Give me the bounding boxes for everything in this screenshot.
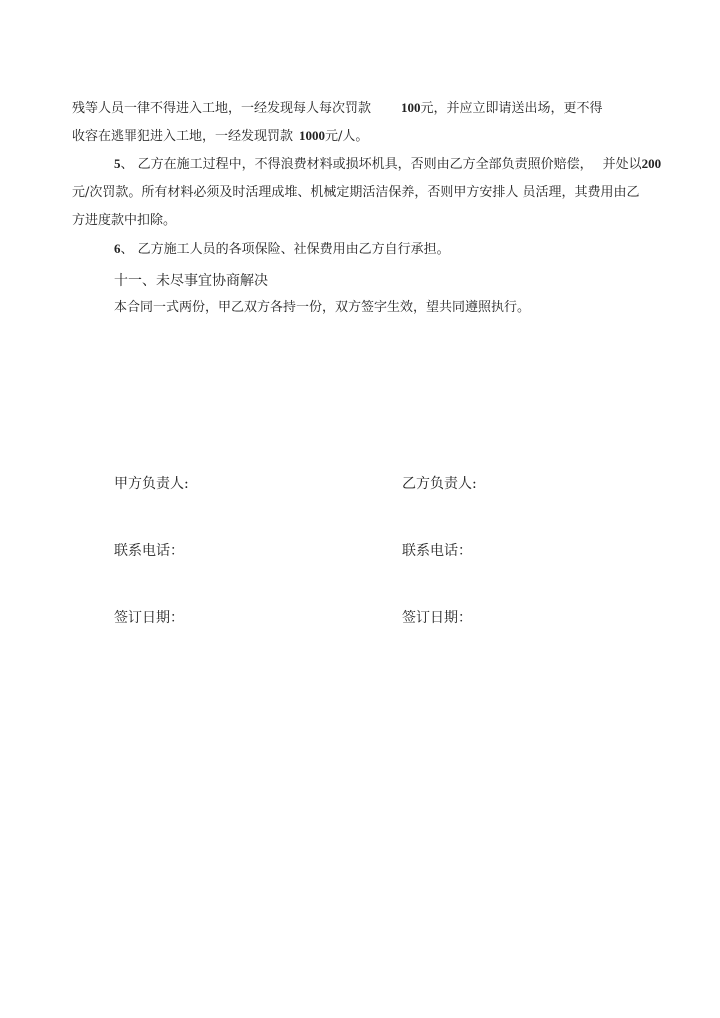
text-segment: 并处以 — [602, 157, 642, 172]
party-a-representative-label: 甲方负责人: — [114, 476, 189, 492]
fine-amount: 200 — [641, 156, 662, 171]
clause-5-line-2 — [72, 184, 640, 202]
text-segment: 方进度款中扣除。 — [72, 213, 177, 228]
section-11-heading — [114, 272, 268, 290]
party-a-sign-date-label: 签订日期： — [114, 610, 184, 626]
clause-number: 5 — [114, 156, 121, 171]
heading-text: 十一、未尽事宜协商解决 — [114, 273, 268, 289]
party-a-phone-label: 联系电话： — [114, 543, 184, 559]
body-text: 本合同一式两份，甲乙双方各持一份，双方签字生效，望共同遵照执行。 — [114, 300, 531, 315]
clause-5-line-1 — [114, 155, 661, 174]
text-segment: 元/次罚款。所有材料必须及时活理成堆、机械定期活洁保养，否则甲方安排人 员活理，其费用由乙 — [72, 185, 640, 200]
clause-number: 6 — [114, 241, 121, 256]
text-segment: 元，并应立即请送出场，更不得 — [420, 101, 603, 116]
clause-6 — [114, 240, 450, 259]
text-segment: 残等人员一律不得进入工地，一经发现每人每次罚款 — [72, 101, 372, 116]
party-b-phone-label: 联系电话： — [402, 543, 472, 559]
text-segment: 、 乙方施工人员的各项保险、社保费用由乙方自行承担。 — [120, 242, 450, 257]
paragraph-1-line-1 — [72, 99, 603, 118]
party-b-sign-date-label: 签订日期： — [402, 610, 472, 626]
text-segment: 元/人。 — [325, 129, 369, 144]
clause-5-line-3 — [72, 212, 176, 230]
paragraph-1-line-2 — [72, 127, 368, 146]
section-11-body — [114, 299, 530, 317]
text-segment: 、 乙方在施工过程中，不得浪费材料或损坏机具，否则由乙方全部负责照价赔偿， — [120, 157, 593, 172]
fine-amount: 1000 — [299, 128, 326, 143]
fine-amount: 100 — [401, 100, 421, 115]
party-b-representative-label: 乙方负责人: — [402, 476, 477, 492]
text-segment: 收容在逃罪犯进入工地，一经发现罚款 — [72, 129, 294, 144]
